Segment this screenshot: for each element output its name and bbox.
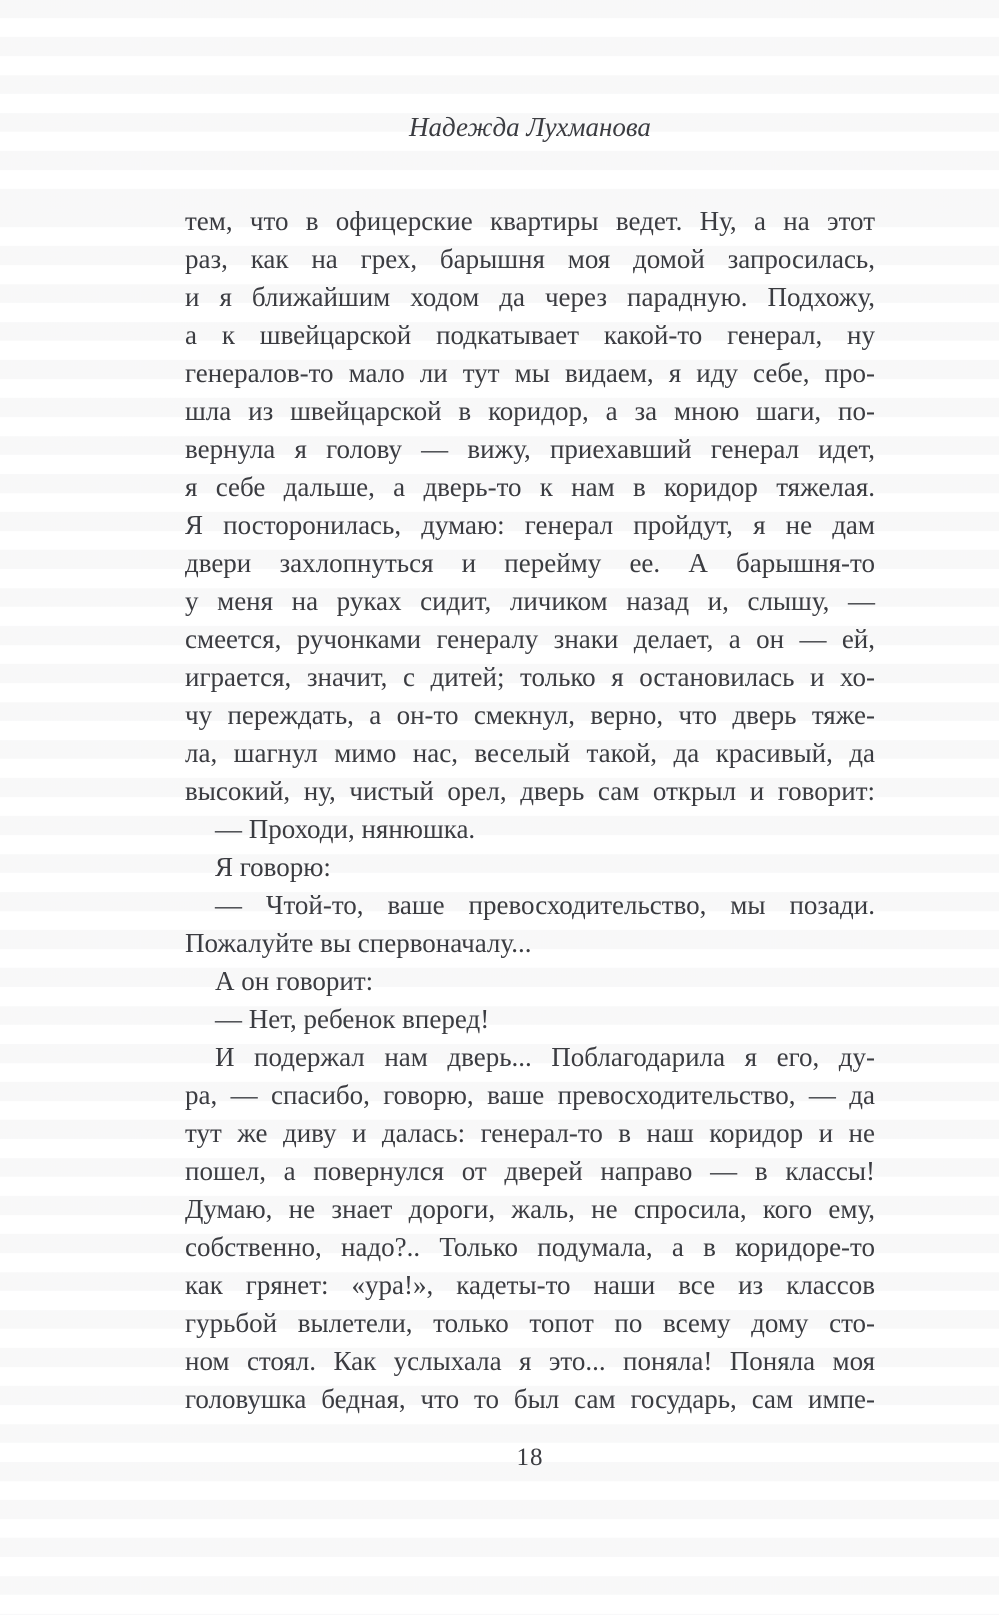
text-line: играется, значит, с дитей; только я остановилась и хо- xyxy=(185,662,875,692)
text-line: а к швейцарской подкатывает какой-то генерал, ну xyxy=(185,320,875,350)
text-line: гурьбой вылетели, только топот по всему дому сто- xyxy=(185,1308,875,1338)
text-line: — Нет, ребенок вперед! xyxy=(215,1004,490,1034)
text-line: смеется, ручонками генералу знаки делает, а он — ей, xyxy=(185,624,875,654)
running-head-author: Надежда Лухманова xyxy=(409,112,651,142)
text-line: Думаю, не знает дороги, жаль, не спросила, кого ему, xyxy=(185,1194,875,1224)
text-line: А он говорит: xyxy=(215,966,374,996)
text-line: высокий, ну, чистый орел, дверь сам открыл и говорит: xyxy=(185,776,875,806)
text-line: — Чтой-то, ваше превосходительство, мы позади. xyxy=(215,890,875,920)
page-number: 18 xyxy=(516,1444,544,1471)
text-line: ра, — спасибо, говорю, ваше превосходительство, — да xyxy=(185,1080,875,1110)
text-line: и я ближайшим ходом да через парадную. Подхожу, xyxy=(185,282,875,312)
text-line: у меня на руках сидит, личиком назад и, слышу, — xyxy=(185,586,875,616)
text-line: Пожалуйте вы спервоначалу... xyxy=(185,928,532,958)
text-line: ном стоял. Как услыхала я это... поняла! Поняла моя xyxy=(185,1346,875,1376)
text-line: чу переждать, а он-то смекнул, верно, что дверь тяже- xyxy=(185,700,875,730)
body-text xyxy=(185,202,875,1418)
text-line: тем, что в офицерские квартиры ведет. Ну, а на этот xyxy=(185,206,875,236)
text-line: генералов-то мало ли тут мы видаем, я иду себе, про- xyxy=(185,358,875,388)
text-line: двери захлопнуться и перейму ее. А барышня-то xyxy=(185,548,875,578)
text-line: пошел, а повернулся от дверей направо — в классы! xyxy=(185,1156,875,1186)
text-line: Я говорю: xyxy=(215,852,331,882)
text-line: раз, как на грех, барышня моя домой запросилась, xyxy=(185,244,875,274)
text-line: И подержал нам дверь... Поблагодарила я его, ду- xyxy=(215,1042,875,1072)
text-line: тут же диву и далась: генерал-то в наш коридор и не xyxy=(185,1118,875,1148)
text-line: шла из швейцарской в коридор, а за мною шаги, по- xyxy=(185,396,875,426)
text-line: как грянет: «ура!», кадеты-то наши все из классов xyxy=(185,1270,875,1300)
text-line: головушка бедная, что то был сам государь, сам импе- xyxy=(185,1384,875,1414)
text-line: собственно, надо?.. Только подумала, а в коридоре-то xyxy=(185,1232,875,1262)
text-line: вернула я голову — вижу, приехавший генерал идет, xyxy=(185,434,875,464)
text-line: — Проходи, нянюшка. xyxy=(215,814,476,844)
text-line: Я посторонилась, думаю: генерал пройдут, я не дам xyxy=(185,510,875,540)
text-line: ла, шагнул мимо нас, веселый такой, да красивый, да xyxy=(185,738,875,768)
text-line: я себе дальше, а дверь-то к нам в коридор тяжелая. xyxy=(185,472,875,502)
